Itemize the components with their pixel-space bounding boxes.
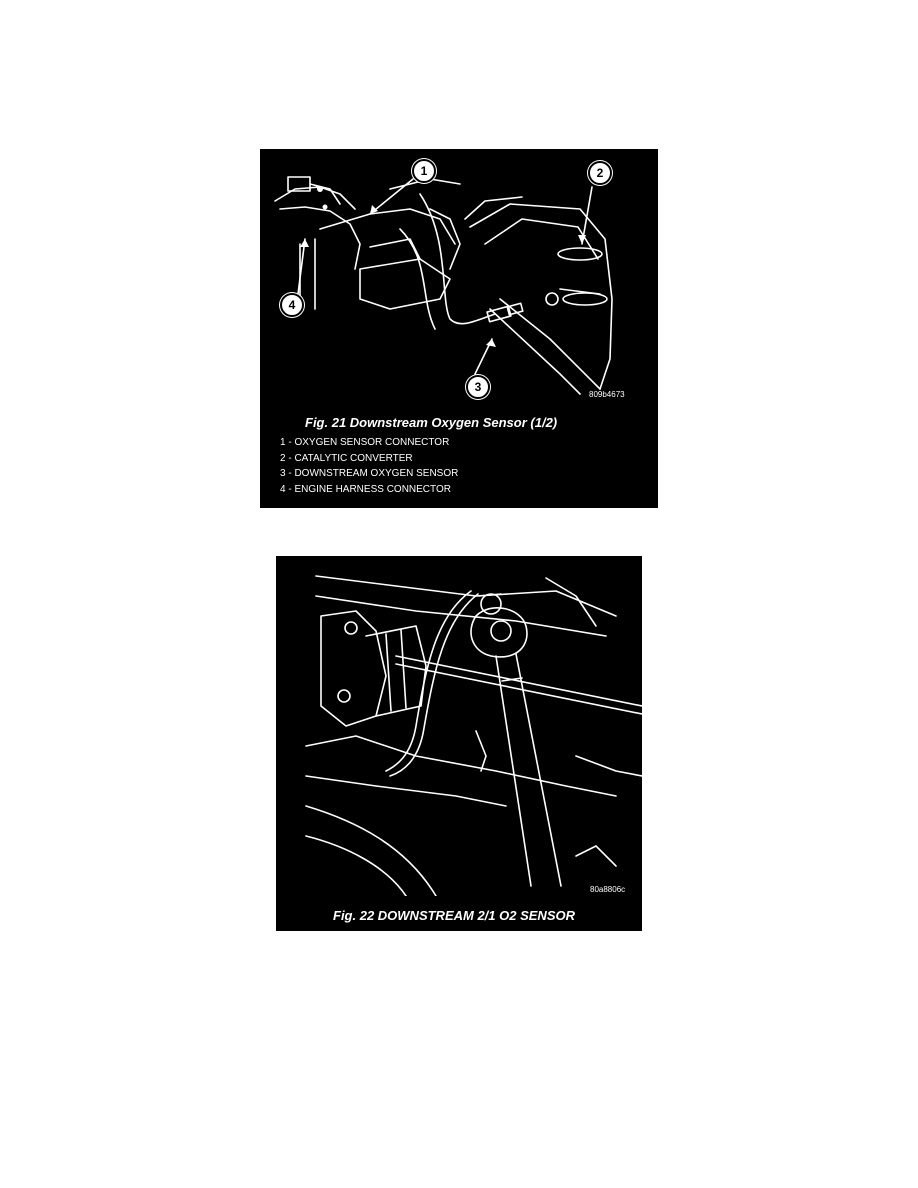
figure-code: 80a8806c [590,885,626,894]
figure-caption: Fig. 22 DOWNSTREAM 2/1 O2 SENSOR [333,908,575,923]
figure-caption: Fig. 21 Downstream Oxygen Sensor (1/2) [305,415,558,430]
callout-3: 3 [466,375,490,399]
legend-item: 3 - DOWNSTREAM OXYGEN SENSOR [280,468,459,479]
o2-sensor-wrench-illustration [276,556,642,896]
callout-2: 2 [588,161,612,185]
callout-4: 4 [280,293,304,317]
figure-21 [260,149,658,508]
legend-list [280,435,458,497]
callout-1: 1 [412,159,436,183]
figure-22 [276,556,642,931]
legend-item: 2 - CATALYTIC CONVERTER [280,452,413,464]
legend-item: 4 - ENGINE HARNESS CONNECTOR [280,483,451,495]
figure-code: 809b4673 [589,390,625,399]
legend-item: 1 - OXYGEN SENSOR CONNECTOR [280,437,450,448]
oxygen-sensor-illustration [260,149,658,411]
